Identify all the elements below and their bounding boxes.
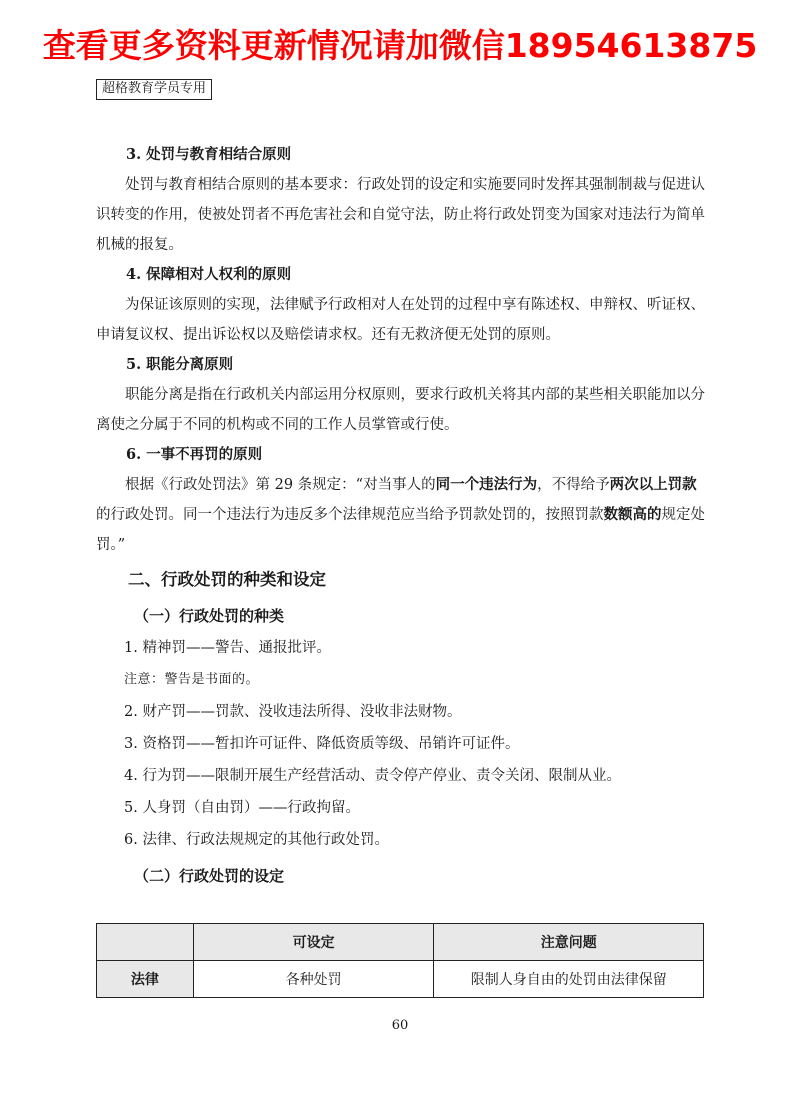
list-item: 6. 法律、行政法规规定的其他行政处罚。 [124, 832, 389, 848]
para6-text-2: ，不得给予 [537, 477, 610, 493]
section-heading-5: 5. 职能分离原则 [126, 356, 234, 373]
student-use-tag: 超格教育学员专用 [96, 79, 212, 100]
page-body [96, 140, 706, 892]
note-item: 注意：警告是书面的。 [124, 672, 260, 687]
para6-bold-2: 两次以上罚款 [609, 477, 697, 493]
para6-text-4: 规定处罚。” [96, 507, 705, 553]
section-paragraph-3: 处罚与教育相结合原则的基本要求：行政处罚的设定和实施要同时发挥其强制制裁与促进认识转变的作用，使被处罚者不再危害社会和自觉守法，防止将行政处罚变为国家对违法行为简单机械的报复。 [96, 177, 705, 253]
subsection-heading-setting: （二）行政处罚的设定 [134, 867, 285, 885]
section-paragraph-6 [96, 470, 706, 560]
section-heading-3: 3. 处罚与教育相结合原则 [126, 146, 292, 163]
list-item: 4. 行为罚——限制开展生产经营活动、责令停产停业、责令关闭、限制从业。 [124, 768, 621, 784]
table-header-row [97, 924, 704, 961]
table-row-head: 法律 [97, 961, 194, 998]
page-number: 60 [391, 1018, 409, 1033]
list-item: 3. 资格罚——暂扣许可证件、降低资质等级、吊销许可证件。 [124, 736, 520, 752]
section-heading-4: 4. 保障相对人权利的原则 [126, 266, 292, 283]
para6-text-3: 的行政处罚。同一个违法行为违反多个法律规范应当给予罚款处罚的，按照罚款 [96, 507, 604, 523]
section-paragraph-5: 职能分离是指在行政机关内部运用分权原则，要求行政机关将其内部的某些相关职能加以分离使之分属于不同的机构或不同的工作人员掌管或行使。 [96, 387, 705, 433]
chapter-heading: 二、行政处罚的种类和设定 [128, 570, 326, 589]
table-header-cell: 注意问题 [434, 924, 704, 961]
subsection-heading-types: （一）行政处罚的种类 [134, 607, 285, 625]
list-item: 5. 人身罚（自由罚）——行政拘留。 [124, 800, 360, 816]
para6-bold-3: 数额高的 [603, 507, 662, 523]
penalty-setting-table [96, 923, 704, 998]
table-cell: 各种处罚 [193, 961, 434, 998]
para6-bold-1: 同一个违法行为 [435, 477, 538, 493]
section-heading-6: 6. 一事不再罚的原则 [126, 446, 263, 463]
watermark-banner: 查看更多资料更新情况请加微信18954613875 [42, 26, 758, 65]
table-header-cell: 可设定 [193, 924, 434, 961]
para6-text-1: 根据《行政处罚法》第 29 条规定：“对当事人的 [125, 477, 436, 493]
list-item: 2. 财产罚——罚款、没收违法所得、没收非法财物。 [124, 704, 462, 720]
section-paragraph-4: 为保证该原则的实现，法律赋予行政相对人在处罚的过程中享有陈述权、申辩权、听证权、申请复议权、提出诉讼权以及赔偿请求权。还有无救济便无处罚的原则。 [96, 297, 705, 343]
table-header-cell [97, 924, 194, 961]
list-item: 1. 精神罚——警告、通报批评。 [124, 640, 331, 656]
table-row [97, 961, 704, 998]
table-cell: 限制人身自由的处罚由法律保留 [434, 961, 704, 998]
